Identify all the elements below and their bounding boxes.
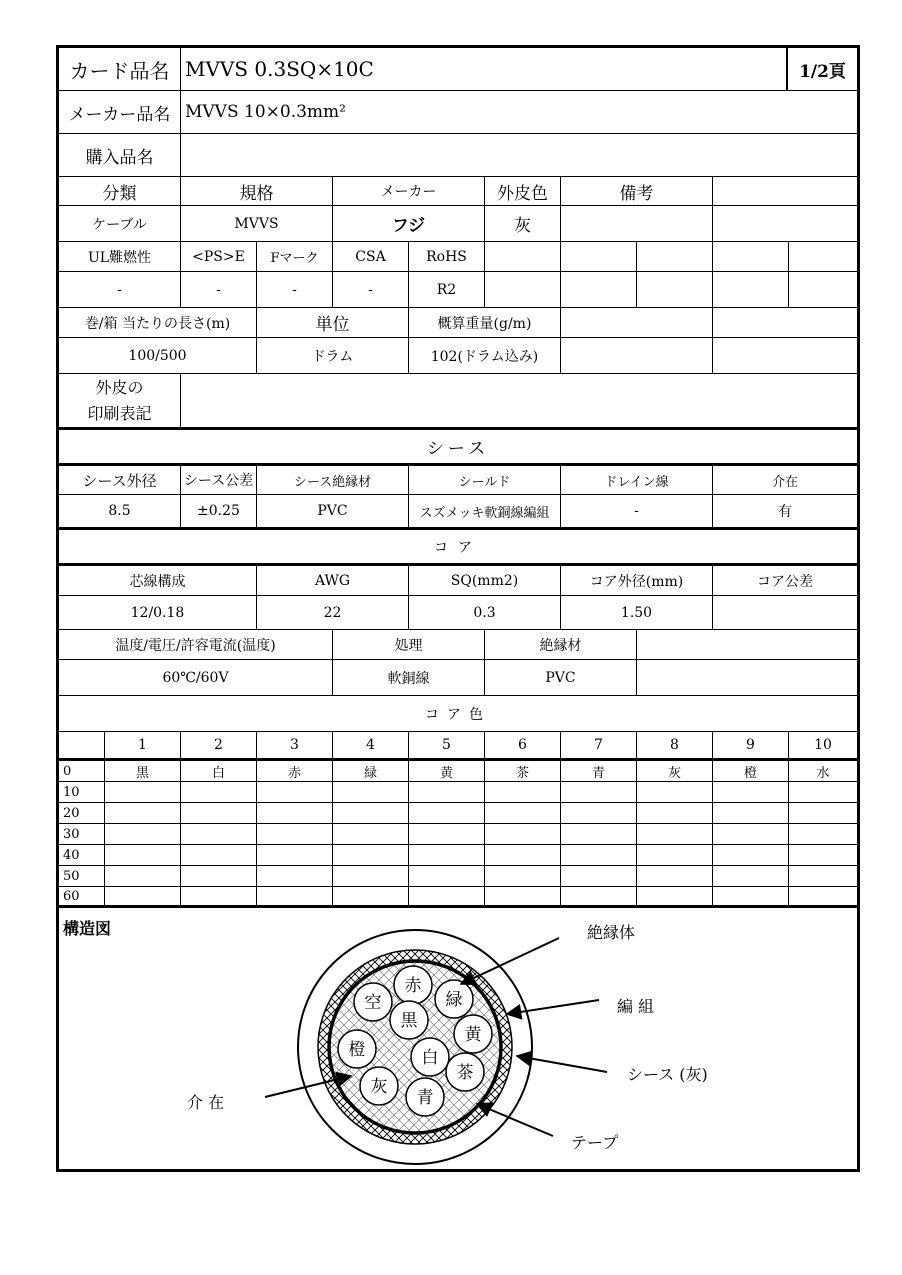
rating-value-insulation: PVC bbox=[485, 660, 637, 695]
core-color-cell bbox=[409, 803, 485, 823]
core-color-column-row bbox=[59, 732, 857, 761]
core-label: 青 bbox=[416, 1088, 434, 1108]
classification-value-row bbox=[59, 206, 857, 242]
core-title-row bbox=[59, 530, 857, 566]
classification-header-row bbox=[59, 177, 857, 206]
cert-header-row bbox=[59, 242, 857, 272]
core-label: 黒 bbox=[400, 1011, 418, 1031]
sheath-label: シース (灰) bbox=[627, 1065, 708, 1084]
class-value-category: ケーブル bbox=[59, 206, 181, 241]
sheath-header-filler: 介在 bbox=[771, 474, 798, 490]
core-color-col-9: 9 bbox=[713, 732, 789, 758]
core-header-row bbox=[59, 566, 857, 596]
cert-value-empty-1 bbox=[485, 272, 561, 307]
core-color-cell bbox=[713, 887, 789, 905]
core-color-row-label: 60 bbox=[59, 887, 105, 905]
core-value-row bbox=[59, 596, 857, 630]
core-value-strand: 12/0.18 bbox=[59, 596, 257, 629]
core-color-title-row bbox=[59, 696, 857, 732]
length-header-row bbox=[59, 308, 857, 338]
sheath-value-row bbox=[59, 495, 857, 530]
core-color-cell bbox=[561, 845, 637, 865]
core-color-row-label: 0 bbox=[59, 761, 105, 781]
sheath-header-tolerance: シース公差 bbox=[181, 466, 257, 494]
core-header-awg: AWG bbox=[257, 566, 409, 595]
core-color-cell bbox=[181, 887, 257, 905]
core-color-col-3: 3 bbox=[257, 732, 333, 758]
core-color-cell bbox=[789, 887, 857, 905]
cert-value-fmark: - bbox=[257, 272, 333, 307]
card-name-value: MVVS 0.3SQ×10C bbox=[181, 48, 787, 90]
cert-value-empty-5 bbox=[789, 272, 857, 307]
core-color-cell bbox=[713, 782, 789, 802]
rating-value-temp-voltage: 60℃/60V bbox=[59, 660, 333, 695]
core-color-cell bbox=[333, 887, 409, 905]
core-value-sq: 0.3 bbox=[409, 596, 561, 629]
core-color-cell bbox=[637, 887, 713, 905]
core-color-cell bbox=[181, 845, 257, 865]
core-color-cell bbox=[257, 824, 333, 844]
core-color-cell bbox=[257, 845, 333, 865]
braid-label: 編 組 bbox=[617, 997, 655, 1016]
maker-name-value: MVVS 10×0.3mm² bbox=[185, 102, 346, 122]
core-color-row-label: 40 bbox=[59, 845, 105, 865]
core-label: 黄 bbox=[464, 1025, 482, 1045]
core-color-row-label: 20 bbox=[59, 803, 105, 823]
core-color-cell bbox=[713, 803, 789, 823]
length-header-per-reel: 巻/箱 当たりの長さ(m) bbox=[59, 308, 257, 337]
core-color-cell bbox=[637, 845, 713, 865]
core-color-cell bbox=[105, 887, 181, 905]
core-color-cell bbox=[181, 866, 257, 886]
class-value-extra bbox=[713, 206, 857, 241]
cert-header-fmark: Fマーク bbox=[257, 242, 333, 271]
core-color-cell bbox=[485, 824, 561, 844]
class-value-maker: フジ bbox=[333, 206, 485, 241]
core-title: コア bbox=[434, 539, 482, 556]
core-color-col-4: 4 bbox=[333, 732, 409, 758]
core-header-strand: 芯線構成 bbox=[59, 566, 257, 595]
core-color-cell bbox=[789, 845, 857, 865]
core-color-col-2: 2 bbox=[181, 732, 257, 758]
core-color-cell bbox=[409, 887, 485, 905]
core-color-cell: 灰 bbox=[637, 761, 713, 781]
cert-header-ul: UL難燃性 bbox=[59, 242, 181, 271]
core-color-cell: 白 bbox=[181, 761, 257, 781]
length-header-weight: 概算重量(g/m) bbox=[409, 308, 561, 337]
core-color-col-10: 10 bbox=[814, 737, 832, 753]
core-value-awg: 22 bbox=[257, 596, 409, 629]
core-color-cell bbox=[561, 803, 637, 823]
card-name-row bbox=[59, 48, 857, 91]
class-value-remarks bbox=[561, 206, 713, 241]
core-color-cell bbox=[485, 845, 561, 865]
rating-header-empty bbox=[637, 630, 857, 659]
purchase-name-row bbox=[59, 134, 857, 177]
core-color-cell bbox=[257, 803, 333, 823]
structure-diagram bbox=[59, 910, 857, 1168]
rating-value-row bbox=[59, 660, 857, 696]
core-value-od: 1.50 bbox=[561, 596, 713, 629]
core-label: 橙 bbox=[348, 1040, 366, 1060]
class-header-maker: メーカー bbox=[333, 177, 485, 205]
core-color-row bbox=[59, 761, 857, 782]
core-color-cell: 青 bbox=[561, 761, 637, 781]
core-color-cell bbox=[713, 845, 789, 865]
cert-header-empty-3 bbox=[637, 242, 713, 271]
core-color-col-1: 1 bbox=[105, 732, 181, 758]
core-color-cell bbox=[637, 866, 713, 886]
core-color-cell bbox=[333, 824, 409, 844]
core-color-cell bbox=[789, 782, 857, 802]
filler-label: 介 在 bbox=[187, 1093, 225, 1112]
core-label: 緑 bbox=[445, 990, 463, 1010]
cert-value-pse: - bbox=[181, 272, 257, 307]
core-color-cell bbox=[409, 866, 485, 886]
length-header-empty-2 bbox=[713, 308, 857, 337]
core-color-col-6: 6 bbox=[485, 732, 561, 758]
class-header-standard: 規格 bbox=[181, 177, 333, 205]
core-color-cell bbox=[257, 866, 333, 886]
core-header-od: コア外径(mm) bbox=[561, 566, 713, 595]
core-color-row-label: 30 bbox=[59, 824, 105, 844]
core-header-tolerance: コア公差 bbox=[757, 573, 813, 590]
core-label: 赤 bbox=[404, 976, 422, 996]
print-marking-label-line1: 外皮の bbox=[95, 377, 144, 397]
core-color-row bbox=[59, 866, 857, 887]
sheath-header-shield: シールド bbox=[409, 466, 561, 494]
cert-value-csa: - bbox=[333, 272, 409, 307]
structure-title: 構造図 bbox=[63, 919, 112, 938]
core-header-sq: SQ(mm2) bbox=[409, 566, 561, 595]
class-header-extra bbox=[713, 177, 857, 205]
cert-header-rohs: RoHS bbox=[409, 242, 485, 271]
length-value-row bbox=[59, 338, 857, 374]
core-color-cell bbox=[789, 824, 857, 844]
core-color-cell bbox=[105, 845, 181, 865]
tape-label: テープ bbox=[571, 1133, 619, 1152]
sheath-title-row bbox=[59, 430, 857, 466]
class-header-remarks: 備考 bbox=[561, 177, 713, 205]
class-header-category: 分類 bbox=[59, 177, 181, 205]
length-header-unit: 単位 bbox=[257, 308, 409, 337]
core-color-cell bbox=[485, 782, 561, 802]
core-color-cell bbox=[409, 845, 485, 865]
core-color-row bbox=[59, 845, 857, 866]
insulator-label: 絶縁体 bbox=[587, 923, 636, 942]
maker-name-label: メーカー品名 bbox=[59, 91, 181, 133]
rating-value-empty bbox=[637, 660, 857, 695]
cert-value-row bbox=[59, 272, 857, 308]
cert-header-empty-1 bbox=[485, 242, 561, 271]
core-color-col-8: 8 bbox=[637, 732, 713, 758]
class-value-color: 灰 bbox=[485, 206, 561, 241]
sheath-header-drain: ドレイン線 bbox=[561, 466, 713, 494]
cert-header-empty-5 bbox=[789, 242, 857, 271]
core-color-cell bbox=[105, 803, 181, 823]
spec-sheet bbox=[56, 45, 860, 1172]
core-color-cell bbox=[789, 803, 857, 823]
core-color-row bbox=[59, 782, 857, 803]
cert-header-csa: CSA bbox=[333, 242, 409, 271]
sheath-header-od: シース外径 bbox=[59, 466, 181, 494]
print-marking-value bbox=[181, 374, 857, 427]
core-color-cell: 黒 bbox=[105, 761, 181, 781]
core-color-row bbox=[59, 887, 857, 908]
print-marking-label bbox=[59, 374, 181, 427]
core-color-cell bbox=[105, 824, 181, 844]
core-color-cell: 水 bbox=[816, 765, 830, 781]
length-value-unit: ドラム bbox=[257, 338, 409, 373]
core-color-cell bbox=[409, 782, 485, 802]
cert-header-pse: <PS>E bbox=[181, 242, 257, 271]
cable-cross-section bbox=[59, 910, 857, 1168]
core-color-cell bbox=[561, 782, 637, 802]
cert-value-ul: - bbox=[59, 272, 181, 307]
length-value-per-reel: 100/500 bbox=[59, 338, 257, 373]
cert-header-empty-4 bbox=[713, 242, 789, 271]
length-value-empty-1 bbox=[561, 338, 713, 373]
core-color-cell: 橙 bbox=[713, 761, 789, 781]
cert-value-empty-4 bbox=[713, 272, 789, 307]
core-color-cell bbox=[105, 782, 181, 802]
core-color-cell bbox=[409, 824, 485, 844]
core-color-row-label: 50 bbox=[59, 866, 105, 886]
rating-header-row bbox=[59, 630, 857, 660]
core-color-row-label: 10 bbox=[59, 782, 105, 802]
core-color-cell: 赤 bbox=[257, 761, 333, 781]
core-color-col-7: 7 bbox=[561, 732, 637, 758]
sheath-value-drain: - bbox=[561, 495, 713, 527]
core-color-cell bbox=[181, 824, 257, 844]
length-value-empty-2 bbox=[713, 338, 857, 373]
core-color-cell bbox=[713, 824, 789, 844]
sheath-value-filler: 有 bbox=[778, 504, 792, 520]
core-color-cell bbox=[637, 803, 713, 823]
core-color-cell bbox=[181, 782, 257, 802]
core-color-cell bbox=[637, 824, 713, 844]
core-color-cell bbox=[485, 887, 561, 905]
purchase-name-label: 購入品名 bbox=[59, 134, 181, 176]
rating-header-temp-voltage: 温度/電圧/許容電流(温度) bbox=[59, 630, 333, 659]
sheath-value-tolerance: ±0.25 bbox=[181, 495, 257, 527]
cert-value-empty-2 bbox=[561, 272, 637, 307]
core-color-cell bbox=[181, 803, 257, 823]
sheath-value-shield: スズメッキ軟銅線編組 bbox=[409, 495, 561, 527]
class-value-standard: MVVS bbox=[181, 206, 333, 241]
core-label: 灰 bbox=[370, 1077, 388, 1097]
core-value-tolerance bbox=[713, 596, 857, 629]
length-value-weight: 102(ドラム込み) bbox=[409, 338, 561, 373]
rating-header-insulation: 絶縁材 bbox=[485, 630, 637, 659]
print-marking-row bbox=[59, 374, 857, 430]
core-color-cell bbox=[561, 866, 637, 886]
cert-value-empty-3 bbox=[637, 272, 713, 307]
core-color-cell bbox=[485, 866, 561, 886]
core-color-cell bbox=[561, 824, 637, 844]
core-color-cell: 黄 bbox=[409, 761, 485, 781]
core-label: 白 bbox=[421, 1048, 439, 1068]
sheath-value-material: PVC bbox=[257, 495, 409, 527]
core-color-row bbox=[59, 824, 857, 845]
core-color-cell bbox=[789, 866, 857, 886]
core-color-cell: 緑 bbox=[333, 761, 409, 781]
core-color-cell bbox=[333, 782, 409, 802]
core-color-cell bbox=[333, 845, 409, 865]
core-color-cell bbox=[105, 866, 181, 886]
cert-header-empty-2 bbox=[561, 242, 637, 271]
core-color-col-5: 5 bbox=[409, 732, 485, 758]
core-color-title: コア色 bbox=[425, 706, 491, 723]
core-color-cell bbox=[637, 782, 713, 802]
core-color-cell bbox=[561, 887, 637, 905]
length-header-empty-1 bbox=[561, 308, 713, 337]
cert-value-rohs: R2 bbox=[409, 272, 485, 307]
core-color-cell bbox=[257, 887, 333, 905]
core-color-corner bbox=[59, 732, 105, 758]
core-color-cell bbox=[713, 866, 789, 886]
page-number: 1/2頁 bbox=[787, 48, 857, 90]
maker-name-row bbox=[59, 91, 857, 134]
core-color-cell bbox=[333, 803, 409, 823]
sheath-title: シース bbox=[426, 439, 490, 459]
purchase-name-value bbox=[181, 134, 857, 176]
core-color-cell: 茶 bbox=[485, 761, 561, 781]
core-label: 空 bbox=[364, 993, 382, 1013]
core-color-cell bbox=[333, 866, 409, 886]
core-color-cell bbox=[257, 782, 333, 802]
print-marking-label-line2: 印刷表記 bbox=[87, 403, 152, 423]
core-color-cell bbox=[485, 803, 561, 823]
sheath-value-od: 8.5 bbox=[59, 495, 181, 527]
class-header-color: 外皮色 bbox=[485, 177, 561, 205]
sheath-header-material: シース絶縁材 bbox=[257, 466, 409, 494]
sheath-header-row bbox=[59, 466, 857, 495]
core-color-row bbox=[59, 803, 857, 824]
rating-header-treatment: 処理 bbox=[333, 630, 485, 659]
card-name-label: カード品名 bbox=[59, 48, 181, 90]
core-label: 茶 bbox=[456, 1063, 474, 1083]
rating-value-treatment: 軟銅線 bbox=[333, 660, 485, 695]
